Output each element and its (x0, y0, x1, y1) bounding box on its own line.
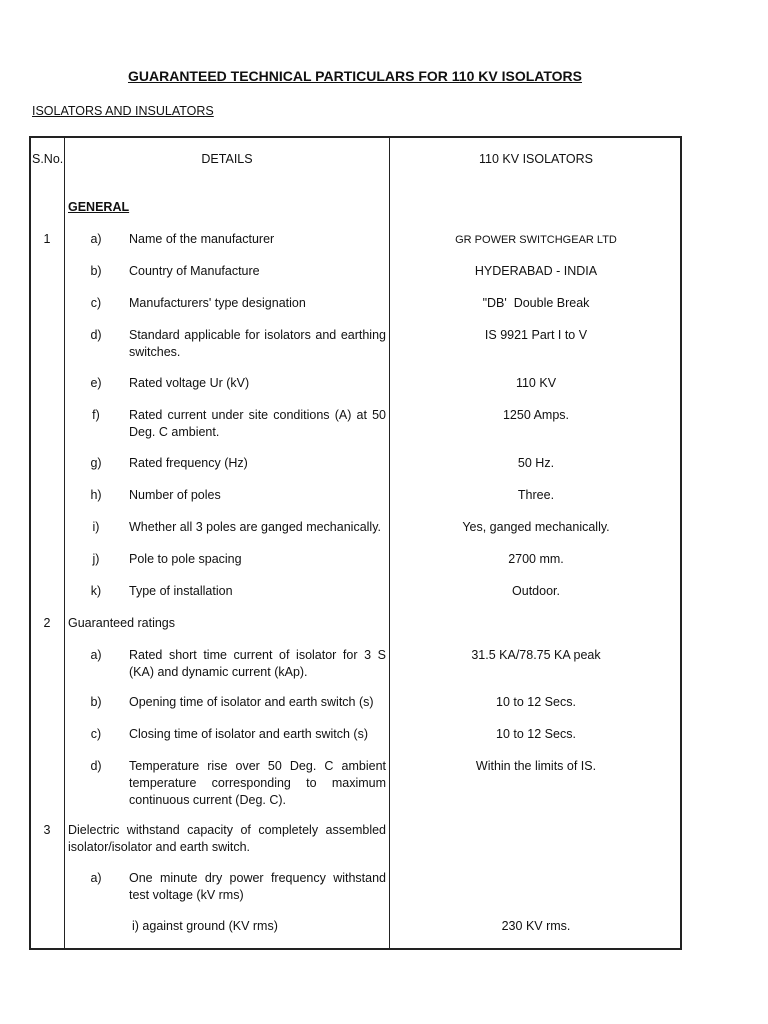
item-letter: j) (92, 552, 100, 566)
document-title: GUARANTEED TECHNICAL PARTICULARS FOR 110 KV ISOLATORS (127, 68, 582, 84)
item-letter: c) (90, 296, 102, 310)
item-value: "DB' Double Break (482, 296, 590, 310)
item-letter: c) (90, 727, 102, 741)
item-letter: g) (90, 456, 102, 470)
section-1-number: 1 (43, 232, 51, 246)
item-value: Yes, ganged mechanically. (462, 520, 610, 534)
item-description: One minute dry power frequency withstand test voltage (kV rms) (129, 871, 386, 902)
item-description: Whether all 3 poles are ganged mechanically. (129, 520, 381, 534)
header-value: 110 KV ISOLATORS (479, 152, 593, 166)
item-letter: a) (90, 648, 102, 662)
item-description: Rated current under site conditions (A) at 50 Deg. C ambient. (129, 408, 386, 439)
header-sno: S.No. (32, 152, 64, 166)
item-value: 1250 Amps. (502, 408, 569, 422)
item-letter: b) (90, 264, 102, 278)
item-description: Temperature rise over 50 Deg. C ambient temperature corresponding to maximum continuous current (Deg. C). (129, 759, 386, 807)
item-letter: f) (92, 408, 100, 422)
item-value: HYDERABAD - INDIA (474, 264, 598, 278)
item-letter: d) (90, 759, 102, 773)
item-description: Closing time of isolator and earth switch (s) (129, 727, 368, 741)
item-letter: i) (92, 520, 100, 534)
item-letter: d) (90, 328, 102, 342)
document-subtitle: ISOLATORS AND INSULATORS (32, 104, 214, 118)
item-description: Opening time of isolator and earth switch (s) (129, 695, 374, 709)
item-description: Country of Manufacture (129, 264, 260, 278)
item-description: Rated voltage Ur (kV) (129, 376, 250, 390)
item-description: Standard applicable for isolators and earthing switches. (129, 328, 386, 359)
item-letter: k) (90, 584, 102, 598)
section-3-title: Dielectric withstand capacity of completely assembled isolator/isolator and earth switch. (68, 823, 386, 854)
item-description: Name of the manufacturer (129, 232, 275, 246)
item-value: IS 9921 Part I to V (484, 328, 588, 342)
section-2-number: 2 (43, 616, 51, 630)
item-description: Manufacturers' type designation (129, 296, 306, 310)
item-value: GR POWER SWITCHGEAR LTD (455, 234, 617, 246)
section-2-title: Guaranteed ratings (68, 616, 176, 630)
item-value: 230 KV rms. (501, 919, 571, 933)
item-value: 10 to 12 Secs. (496, 695, 576, 709)
item-description: Rated frequency (Hz) (129, 456, 248, 470)
column-divider-details (389, 136, 390, 950)
item-value: Outdoor. (512, 584, 560, 598)
item-description: i) against ground (KV rms) (132, 919, 278, 933)
item-value: Three. (517, 488, 555, 502)
item-letter: b) (90, 695, 102, 709)
item-letter: a) (90, 232, 102, 246)
item-value: 31.5 KA/78.75 KA peak (471, 648, 601, 662)
header-details: DETAILS (201, 152, 253, 166)
item-description: Type of installation (129, 584, 233, 598)
item-value: 10 to 12 Secs. (496, 727, 576, 741)
item-letter: a) (90, 871, 102, 885)
item-description: Rated short time current of isolator for 3 S (KA) and dynamic current (kAp). (129, 648, 386, 679)
item-letter: e) (90, 376, 102, 390)
item-value: Within the limits of IS. (475, 759, 597, 773)
item-description: Number of poles (129, 488, 221, 502)
item-description: Pole to pole spacing (129, 552, 242, 566)
item-value: 50 Hz. (517, 456, 555, 470)
section-3-number: 3 (43, 823, 51, 837)
item-value: 2700 mm. (508, 552, 564, 566)
section-general-heading: GENERAL (68, 200, 130, 214)
item-value: 110 KV (515, 376, 557, 390)
column-divider-sno (64, 136, 65, 950)
item-letter: h) (90, 488, 102, 502)
